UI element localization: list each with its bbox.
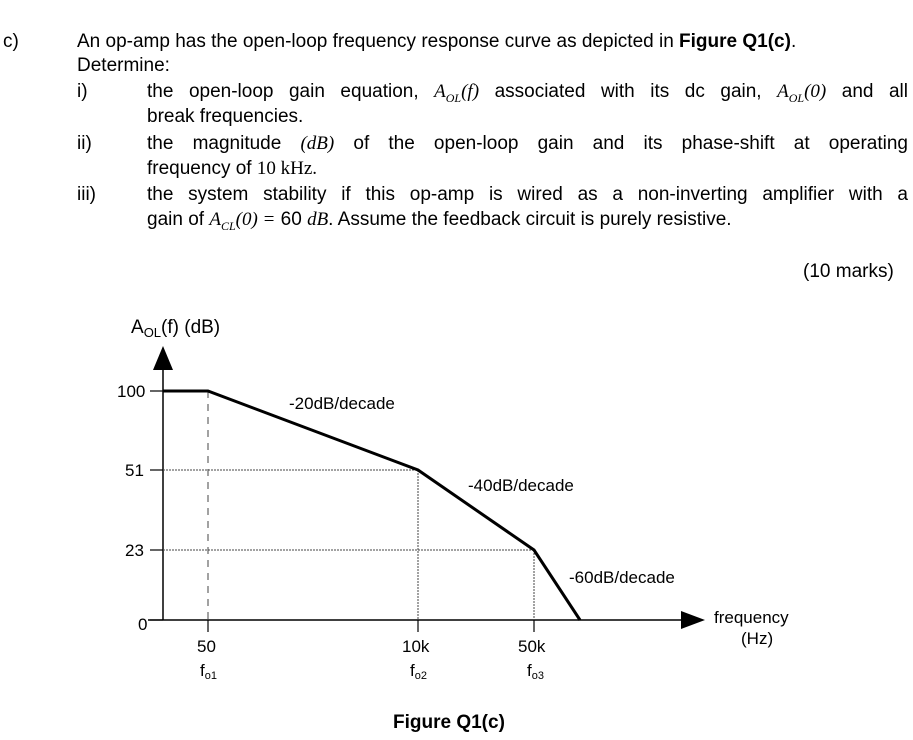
y-axis-arrowhead <box>153 346 173 370</box>
figure-reference: Figure Q1(c) <box>679 31 791 52</box>
slope-label-60db: -60dB/decade <box>569 568 675 587</box>
math-60: 60 <box>280 209 302 230</box>
math-acl-0: $A_{CL}(0)$ = <box>209 209 276 233</box>
x-tick-label-50: 50 <box>197 637 216 656</box>
determine-label: Determine: <box>77 55 170 76</box>
y-tick-label-51: 51 <box>125 461 144 480</box>
part-i-text-a: the open-loop gain equation, <box>147 81 419 102</box>
math-db: (dB) <box>300 133 335 154</box>
x-tick-label-fo3: fo3 <box>527 661 544 682</box>
part-iii-text-b: . Assume the feedback circuit is purely resistive. <box>328 209 732 230</box>
intro-text: An op-amp has the open-loop frequency response curve as depicted in <box>77 31 674 52</box>
figure-caption: Figure Q1(c) <box>393 712 505 733</box>
part-iii-label: iii) <box>77 184 96 205</box>
x-tick-label-50k: 50k <box>518 637 546 656</box>
math-10khz: 10 kHz. <box>256 158 318 179</box>
part-i-line2: break frequencies. <box>147 106 304 127</box>
marks-label: (10 marks) <box>803 261 894 282</box>
y-tick-label-100: 100 <box>117 382 146 401</box>
x-axis-arrowhead <box>681 611 705 629</box>
y-tick-label-23: 23 <box>125 541 144 560</box>
slope-label-40db: -40dB/decade <box>468 476 574 495</box>
slope-label-20db: -20dB/decade <box>289 394 395 413</box>
x-tick-label-fo2: fo2 <box>410 661 427 682</box>
intro-period: . <box>790 31 797 52</box>
part-ii-label: ii) <box>77 133 92 154</box>
part-iii-line1: the system stability if this op-amp is wired as a non-inverting amplifier with a <box>147 184 908 205</box>
y-tick-label-0: 0 <box>138 615 148 634</box>
math-aol-0: $A_{OL}(0)$ <box>777 81 827 105</box>
y-axis-label: $A_{OL}(f)$ (dB) <box>131 317 221 340</box>
math-aol-f: $A_{OL}(f)$ <box>434 81 480 105</box>
part-iii-text-a: gain of <box>147 209 205 230</box>
x-axis-label-line1: frequency <box>714 608 789 627</box>
x-tick-label-10k: 10k <box>402 637 430 656</box>
part-i-text-c: and all <box>841 81 909 102</box>
part-ii-text-a: the magnitude <box>147 133 282 154</box>
question-label: c) <box>3 31 19 52</box>
part-i-label: i) <box>77 81 88 102</box>
x-axis-label-line2: (Hz) <box>741 629 774 648</box>
part-ii-text-b: of the open-loop gain and its phase-shift at operating <box>353 133 908 154</box>
x-tick-label-fo1: fo1 <box>200 661 217 682</box>
math-db-unit: dB <box>307 209 329 230</box>
part-ii-text-c: frequency of <box>147 158 252 179</box>
part-i-text-b: associated with its dc gain, <box>494 81 762 102</box>
gain-curve <box>163 391 580 620</box>
